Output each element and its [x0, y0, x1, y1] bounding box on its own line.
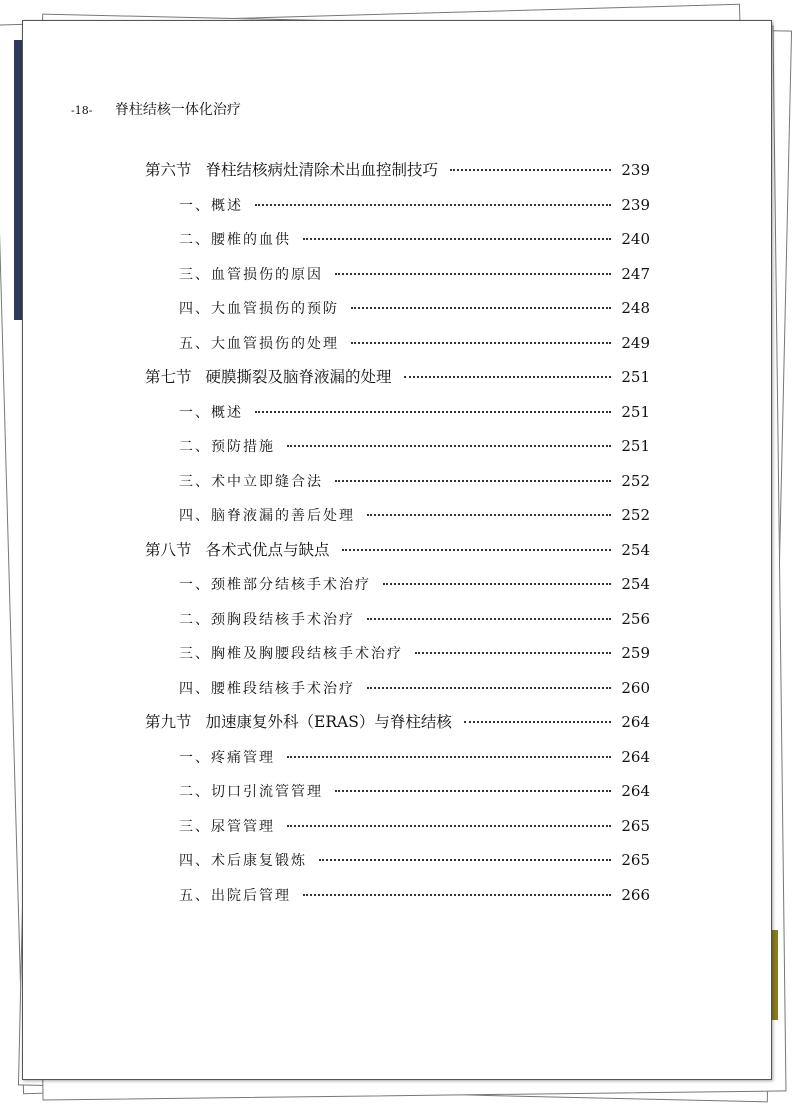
toc-item-entry[interactable] — [145, 429, 650, 464]
toc-title-text: 加速康复外科（ERAS）与脊柱结核 — [205, 713, 452, 731]
toc-section-entry[interactable] — [145, 153, 650, 188]
toc-entry-title — [179, 603, 355, 638]
table-of-contents — [145, 153, 650, 912]
toc-entry-title — [179, 499, 355, 534]
dot-leader — [351, 341, 611, 344]
toc-page-number: 254 — [621, 540, 650, 559]
toc-item-entry[interactable] — [145, 188, 650, 223]
toc-section-entry[interactable] — [145, 533, 650, 568]
book-title: 脊柱结核一体化治疗 — [114, 102, 241, 118]
dot-leader — [367, 513, 611, 516]
toc-entry-title — [179, 223, 291, 258]
toc-item-entry[interactable] — [145, 291, 650, 326]
toc-title-text: 五、出院后管理 — [179, 887, 291, 904]
dot-leader — [335, 272, 611, 275]
toc-title-text: 三、胸椎及胸腰段结核手术治疗 — [179, 646, 403, 662]
dot-leader — [335, 479, 611, 482]
toc-title-text: 二、颈胸段结核手术治疗 — [179, 611, 355, 628]
toc-section-number: 第六节 — [145, 161, 192, 179]
toc-entry-title — [179, 672, 355, 707]
toc-item-entry[interactable] — [145, 843, 650, 878]
toc-title-text: 一、概述 — [179, 197, 243, 214]
toc-page-number: 265 — [621, 816, 650, 835]
toc-item-entry[interactable] — [145, 671, 650, 706]
toc-page-number: 254 — [621, 575, 650, 593]
toc-entry-title — [179, 327, 339, 362]
toc-item-entry[interactable] — [145, 326, 650, 361]
dot-leader — [255, 410, 611, 413]
toc-entry-title — [179, 396, 243, 431]
toc-item-entry[interactable] — [145, 464, 650, 499]
dot-leader — [450, 168, 611, 171]
dot-leader — [367, 686, 611, 689]
dot-leader — [383, 582, 611, 585]
toc-title-text: 三、血管损伤的原因 — [179, 266, 323, 283]
dot-leader — [367, 617, 611, 620]
toc-item-entry[interactable] — [145, 395, 650, 430]
toc-title-text: 三、术中立即缝合法 — [179, 473, 323, 490]
dot-leader — [255, 203, 611, 206]
dot-leader — [342, 548, 612, 551]
dot-leader — [319, 858, 611, 861]
toc-item-entry[interactable] — [145, 740, 650, 775]
toc-page-number: 247 — [621, 264, 650, 283]
dot-leader — [287, 824, 611, 827]
toc-entry-title — [145, 533, 330, 568]
toc-title-text: 四、术后康复锻炼 — [179, 853, 307, 869]
dot-leader — [303, 237, 611, 240]
toc-entry-title — [179, 292, 339, 327]
toc-page-number: 251 — [621, 402, 650, 421]
toc-page-number: 252 — [621, 506, 650, 524]
toc-page-number: 259 — [621, 644, 650, 662]
toc-section-number: 第九节 — [145, 713, 192, 731]
toc-entry-title — [145, 360, 392, 395]
toc-entry-title — [179, 430, 275, 465]
toc-item-entry[interactable] — [145, 636, 650, 671]
toc-page-number: 260 — [621, 678, 650, 697]
toc-page-number: 239 — [621, 161, 650, 179]
toc-item-entry[interactable] — [145, 567, 650, 602]
toc-entry-title — [179, 844, 307, 879]
toc-section-number: 第七节 — [145, 368, 192, 386]
toc-entry-title — [179, 568, 371, 603]
toc-title-text: 硬膜撕裂及脑脊液漏的处理 — [205, 368, 392, 386]
dot-leader — [404, 375, 612, 378]
toc-item-entry[interactable] — [145, 809, 650, 844]
toc-section-number: 第八节 — [145, 540, 192, 559]
toc-page-number: 248 — [621, 299, 650, 317]
toc-entry-title — [179, 258, 323, 293]
toc-title-text: 五、大血管损伤的处理 — [179, 335, 339, 352]
toc-title-text: 三、尿管管理 — [179, 818, 275, 835]
toc-page-number: 251 — [621, 368, 650, 386]
toc-item-entry[interactable] — [145, 774, 650, 809]
toc-page-number: 264 — [621, 782, 650, 800]
dot-leader — [287, 444, 611, 447]
toc-item-entry[interactable] — [145, 878, 650, 913]
dot-leader — [464, 720, 612, 723]
toc-title-text: 四、腰椎段结核手术治疗 — [179, 680, 355, 697]
dot-leader — [351, 306, 611, 309]
toc-item-entry[interactable] — [145, 222, 650, 257]
toc-title-text: 一、颈椎部分结核手术治疗 — [179, 577, 371, 593]
toc-title-text: 一、概述 — [179, 404, 243, 421]
toc-title-text: 一、疼痛管理 — [179, 749, 275, 766]
document-page — [22, 20, 772, 1080]
toc-title-text: 二、预防措施 — [179, 439, 275, 455]
page-number: -18- — [71, 104, 93, 117]
toc-page-number: 266 — [621, 885, 650, 904]
toc-page-number: 252 — [621, 471, 650, 490]
toc-title-text: 各术式优点与缺点 — [205, 540, 330, 559]
toc-page-number: 264 — [621, 713, 650, 731]
toc-title-text: 二、腰椎的血供 — [179, 232, 291, 248]
dot-leader — [335, 789, 611, 792]
toc-entry-title — [145, 153, 438, 188]
toc-page-number: 249 — [621, 333, 650, 352]
toc-page-number: 256 — [621, 609, 650, 628]
dot-leader — [415, 651, 611, 654]
toc-section-entry[interactable] — [145, 360, 650, 395]
toc-page-number: 264 — [621, 747, 650, 766]
toc-entry-title — [179, 189, 243, 224]
toc-title-text: 四、脑脊液漏的善后处理 — [179, 508, 355, 524]
toc-entry-title — [179, 810, 275, 845]
toc-item-entry[interactable] — [145, 498, 650, 533]
toc-entry-title — [179, 775, 323, 810]
dot-leader — [287, 755, 611, 758]
dot-leader — [303, 893, 611, 896]
toc-page-number: 239 — [621, 195, 650, 214]
running-header — [71, 99, 241, 119]
toc-entry-title — [179, 465, 323, 500]
toc-entry-title — [179, 741, 275, 776]
toc-entry-title — [179, 879, 291, 914]
toc-entry-title — [179, 637, 403, 672]
toc-title-text: 脊柱结核病灶清除术出血控制技巧 — [205, 161, 439, 179]
toc-title-text: 四、大血管损伤的预防 — [179, 301, 339, 317]
toc-item-entry[interactable] — [145, 257, 650, 292]
toc-title-text: 二、切口引流管管理 — [179, 784, 323, 800]
toc-section-entry[interactable] — [145, 705, 650, 740]
toc-page-number: 265 — [621, 851, 650, 869]
toc-page-number: 240 — [621, 230, 650, 248]
toc-page-number: 251 — [621, 437, 650, 455]
toc-entry-title — [145, 705, 452, 740]
toc-item-entry[interactable] — [145, 602, 650, 637]
